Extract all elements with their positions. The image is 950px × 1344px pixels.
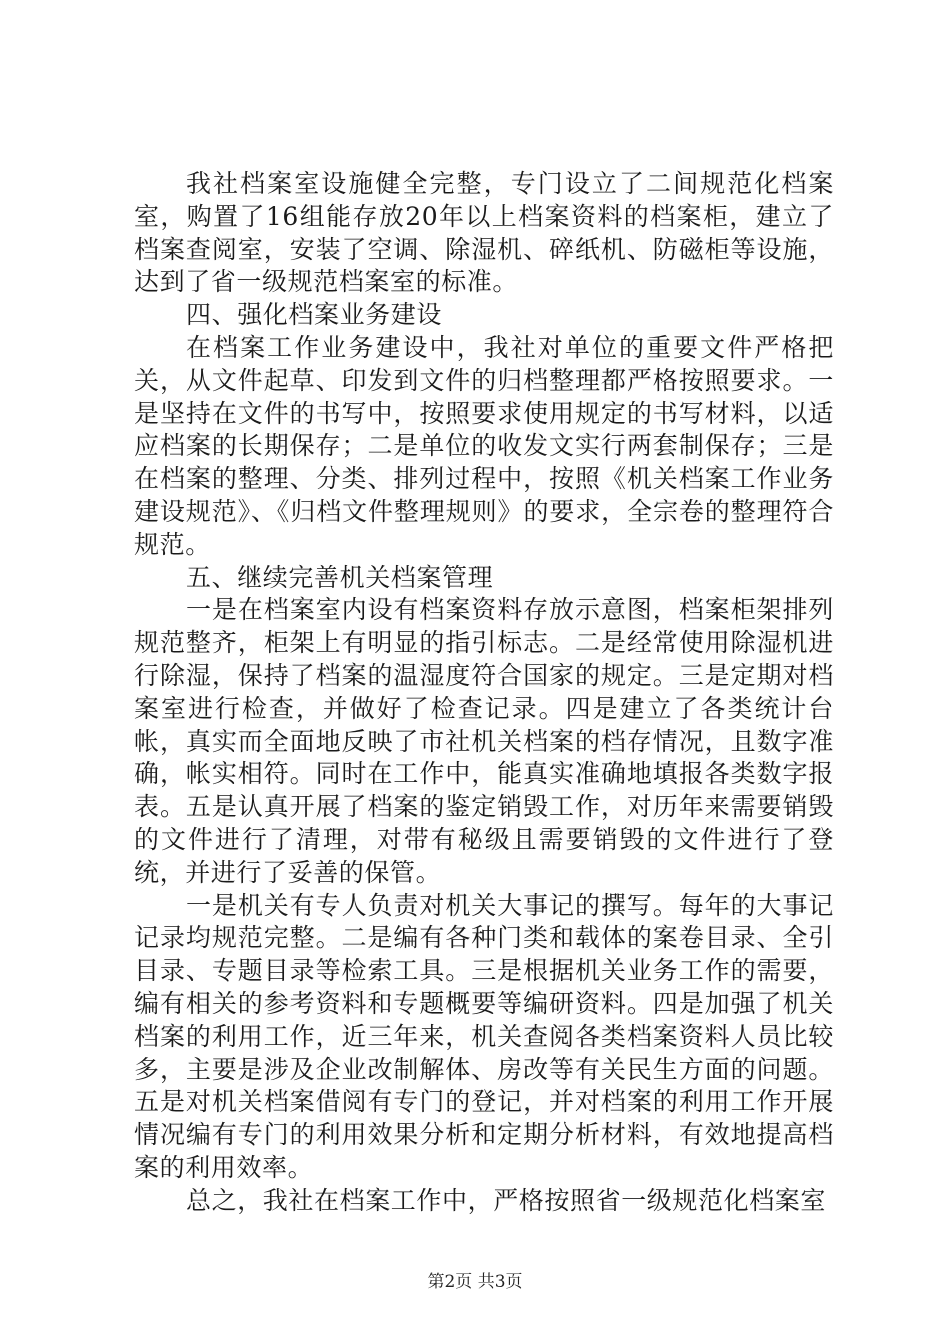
document-body [134, 168, 834, 1218]
paragraph-facilities: 我社档案室设施健全完整，专门设立了二间规范化档案室，购置了16组能存放20年以上档案资料的档案柜，建立了档案查阅室，安装了空调、除湿机、碎纸机、防磁柜等设施，达到了省一级规范档案室的标准。 [134, 169, 834, 297]
paragraph-business-building: 在档案工作业务建设中，我社对单位的重要文件严格把关，从文件起草、印发到文件的归档整理都严格按照要求。一是坚持在文件的书写中，按照要求使用规定的书写材料，以适应档案的长期保存；二是单位的收发文实行两套制保存；三是在档案的整理、分类、排列过程中，按照《机关档案工作业务建设规范》、《归档文件整理规则》的要求，全宗卷的整理符合规范。 [134, 332, 834, 559]
paragraph-archive-management: 一是在档案室内设有档案资料存放示意图，档案柜架排列规范整齐，柜架上有明显的指引标志。二是经常使用除湿机进行除湿，保持了档案的温湿度符合国家的规定。三是定期对档案室进行检查，并做好了检查记录。四是建立了各类统计台帐，真实而全面地反映了市社机关档案的档存情况，且数字准确，帐实相符。同时在工作中，能真实准确地填报各类数字报表。五是认真开展了档案的鉴定销毁工作，对历年来需要销毁的文件进行了清理，对带有秘级且需要销毁的文件进行了登统，并进行了妥善的保管。 [134, 595, 834, 887]
section-heading-4: 四、强化档案业务建设 [186, 300, 443, 330]
section-heading-5: 五、继续完善机关档案管理 [186, 562, 494, 592]
page-number-footer: 第2页 共3页 [427, 1272, 523, 1292]
paragraph-archive-utilization: 一是机关有专人负责对机关大事记的撰写。每年的大事记记录均规范完整。二是编有各种门类和载体的案卷目录、全引目录、专题目录等检索工具。三是根据机关业务工作的需要，编有相关的参考资料和专题概要等编研资料。四是加强了机关档案的利用工作，近三年来，机关查阅各类档案资料人员比较多，主要是涉及企业改制解体、房改等有关民生方面的问题。五是对机关档案借阅有专门的登记，并对档案的利用工作开展情况编有专门的利用效果分析和定期分析材料，有效地提高档案的利用效率。 [134, 890, 834, 1182]
paragraph-summary: 总之，我社在档案工作中，严格按照省一级规范化档案室 [186, 1185, 827, 1215]
